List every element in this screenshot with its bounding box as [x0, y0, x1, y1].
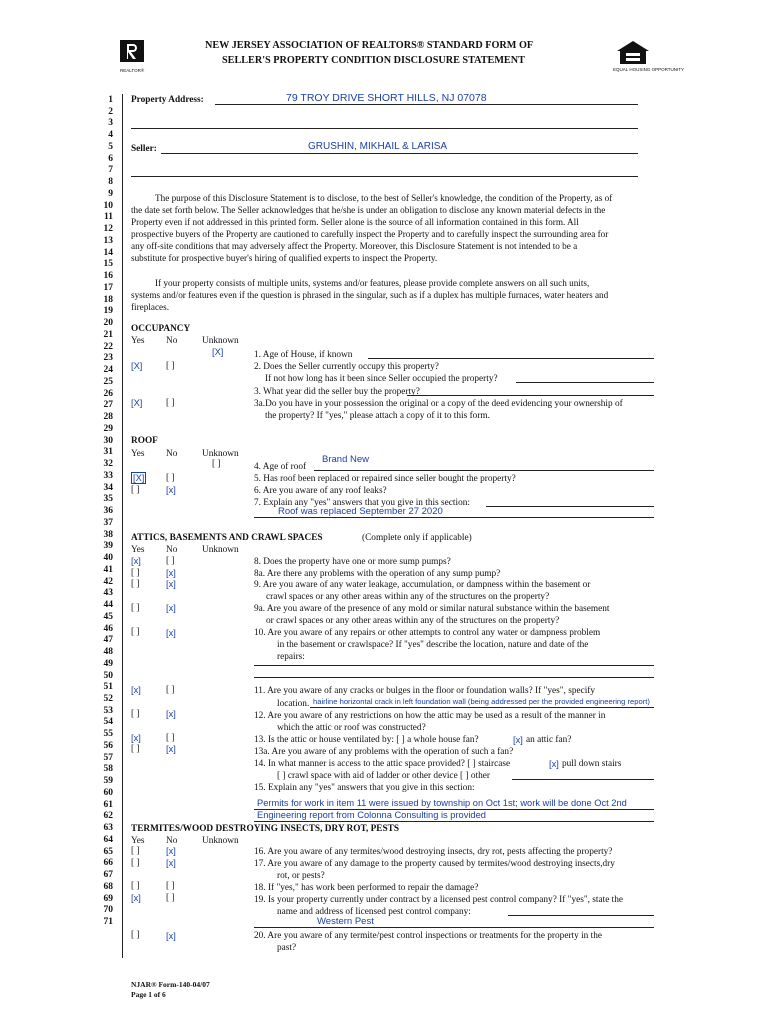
q19-no-checkbox[interactable]: [ ] — [166, 893, 175, 903]
purpose-line: prospective buyers of the Property are cautioned to carefully inspect the Property and to carefully inspect the surrounding area for — [131, 229, 609, 239]
line-number: 63 — [103, 823, 113, 834]
q4-text: 4. Age of roof — [254, 462, 307, 472]
col-yes: Yes — [131, 836, 145, 846]
q11-line — [310, 707, 654, 708]
q8-yes-checkbox[interactable]: [x] — [131, 556, 141, 566]
line-number: 28 — [103, 412, 113, 423]
col-no: No — [166, 545, 178, 555]
q14-other-line — [512, 779, 654, 780]
q8a-text: 8a. Are there any problems with the operation of any sump pump? — [254, 569, 501, 579]
line-number: 71 — [103, 917, 113, 928]
q9a-no-checkbox[interactable]: [x] — [166, 603, 176, 613]
line-number: 50 — [103, 670, 113, 681]
q10c-text: repairs: — [277, 652, 305, 662]
line-number: 25 — [103, 376, 113, 387]
line-number: 68 — [103, 881, 113, 892]
units-line: fireplaces. — [131, 302, 170, 312]
line-number: 21 — [103, 329, 113, 340]
q12-no-checkbox[interactable]: [x] — [166, 709, 176, 719]
form-title-line2: SELLER'S PROPERTY CONDITION DISCLOSURE STATEMENT — [222, 55, 525, 66]
purpose-line: any off-site conditions that may adversely affect the Property. Moreover, this Disclosure Statement is not intended to be a — [131, 241, 578, 251]
section-attics-note: (Complete only if applicable) — [362, 533, 472, 543]
q9-text: 9. Are you aware of any water leakage, accumulation, or dampness within the basement or — [254, 580, 591, 590]
q16-text: 16. Are you aware of any termites/wood destroying insects, dry rot, pests affecting the property? — [254, 847, 613, 857]
q14-pull-down-label: pull down stairs — [562, 759, 622, 769]
col-yes: Yes — [131, 545, 145, 555]
q9a-yes-checkbox[interactable]: [ ] — [131, 603, 140, 613]
q3-line — [407, 395, 654, 396]
q9b-text: crawl spaces or any other areas within any of the structures on the property? — [266, 592, 550, 602]
line-number: 43 — [103, 588, 113, 599]
footer-page-number: Page 1 of 6 — [131, 990, 166, 999]
line-number: 15 — [103, 259, 113, 270]
q10-no-checkbox[interactable]: [x] — [166, 628, 176, 638]
q7-line — [486, 506, 654, 507]
q6-text: 6. Are you aware of any roof leaks? — [254, 486, 387, 496]
q9a2-text: or crawl spaces or any other areas within any of the structures on the property? — [266, 616, 560, 626]
q13-text: 13. Is the attic or house ventilated by: [ ] a whole house fan? — [254, 735, 479, 745]
section-termites: TERMITES/WOOD DESTROYING INSECTS, DRY ROT, PESTS — [131, 824, 400, 834]
q6-yes-checkbox[interactable]: [ ] — [131, 485, 140, 495]
line-number: 14 — [103, 247, 113, 258]
purpose-paragraph — [131, 192, 612, 264]
pest-company-field[interactable]: Western Pest — [317, 916, 374, 927]
line-number: 8 — [108, 177, 113, 188]
line-number: 57 — [103, 752, 113, 763]
line-number: 29 — [103, 423, 113, 434]
line-number: 49 — [103, 658, 113, 669]
q2-yes-checkbox[interactable]: [X] — [131, 361, 143, 371]
q13-no-checkbox[interactable]: [ ] — [166, 733, 175, 743]
line-number: 61 — [103, 799, 113, 810]
q9-no-checkbox[interactable]: [x] — [166, 579, 176, 589]
line-number: 27 — [103, 400, 113, 411]
q3a-no-checkbox[interactable]: [ ] — [166, 398, 175, 408]
line-number: 56 — [103, 740, 113, 751]
col-unknown: Unknown — [202, 449, 239, 459]
section-attics: ATTICS, BASEMENTS AND CRAWL SPACES — [131, 533, 323, 543]
line-number: 20 — [103, 318, 113, 329]
q19-yes-checkbox[interactable]: [x] — [131, 893, 141, 903]
property-address-underline — [215, 104, 638, 105]
line-number: 9 — [108, 188, 113, 199]
q2-text: 2. Does the Seller currently occupy this property? — [254, 362, 439, 372]
line-number: 60 — [103, 787, 113, 798]
q9a-text: 9a. Are you aware of the presence of any mold or similar natural substance within the basement — [254, 604, 610, 614]
q20-yes-checkbox[interactable]: [ ] — [131, 930, 140, 940]
line-number: 51 — [103, 682, 113, 693]
col-yes: Yes — [131, 336, 145, 346]
q5-text: 5. Has roof been replaced or repaired since seller bought the property? — [254, 474, 516, 484]
line-number: 16 — [103, 271, 113, 282]
line-number: 62 — [103, 811, 113, 822]
q9-yes-checkbox[interactable]: [ ] — [131, 579, 140, 589]
section-occupancy: OCCUPANCY — [131, 324, 191, 334]
q12-text: 12. Are you aware of any restrictions on how the attic may be used as a result of the manner in — [254, 711, 606, 721]
line-number: 53 — [103, 705, 113, 716]
col-no: No — [166, 836, 178, 846]
q5-no-checkbox[interactable]: [ ] — [166, 473, 175, 483]
line-number: 70 — [103, 905, 113, 916]
q16-yes-checkbox[interactable]: [ ] — [131, 846, 140, 856]
line-number: 31 — [103, 447, 113, 458]
q1-text: 1. Age of House, if known — [254, 350, 353, 360]
line-number: 19 — [103, 306, 113, 317]
line-number: 35 — [103, 494, 113, 505]
line-number: 5 — [108, 141, 113, 152]
line-number: 64 — [103, 834, 113, 845]
line-number: 54 — [103, 717, 113, 728]
line-number: 52 — [103, 693, 113, 704]
q13a-no-checkbox[interactable]: [x] — [166, 744, 176, 754]
form-title-line1: NEW JERSEY ASSOCIATION OF REALTORS® STANDARD FORM OF — [205, 40, 534, 51]
q11-no-checkbox[interactable]: [ ] — [166, 685, 175, 695]
line-number: 11 — [104, 212, 113, 223]
q15-line2 — [254, 821, 654, 822]
q8-no-checkbox[interactable]: [ ] — [166, 556, 175, 566]
q13-attic-fan-label: an attic fan? — [526, 735, 572, 745]
footer-form-number: NJAR® Form-140-04/07 — [131, 980, 210, 989]
line-number: 36 — [103, 506, 113, 517]
line-number: 48 — [103, 647, 113, 657]
multiple-units-paragraph — [131, 277, 608, 313]
q11b-text: location. — [277, 699, 310, 709]
q14-text: 14. In what manner is access to the attic space provided? [ ] staircase — [254, 759, 511, 769]
q5-yes-checkbox[interactable]: [X] — [133, 473, 145, 483]
purpose-line: Property even if not addressed in this printed form. Seller alone is the source of all information contained in this form. All — [131, 217, 579, 227]
q10-text: 10. Are you aware of any repairs or other attempts to control any water or dampness problem — [254, 628, 601, 638]
q13-yes-checkbox[interactable]: [x] — [131, 733, 141, 743]
col-no: No — [166, 336, 178, 346]
line-number: 34 — [103, 482, 113, 493]
col-unknown: Unknown — [202, 545, 239, 555]
line-number: 2 — [108, 106, 113, 117]
q3-text: 3. What year did the seller buy the property? — [254, 387, 420, 397]
q7-text: 7. Explain any "yes" answers that you give in this section: — [254, 498, 470, 508]
purpose-line: The purpose of this Disclosure Statement is to disclose, to the best of Seller's knowledge, the condition of the Property, as of — [155, 193, 613, 203]
line-number: 59 — [103, 776, 113, 787]
q3a2-text: the property? If "yes," please attach a copy of it to this form. — [265, 411, 490, 421]
line-number: 37 — [103, 517, 113, 528]
line-number: 6 — [108, 153, 113, 164]
q8a-no-checkbox[interactable]: [x] — [166, 568, 176, 578]
q12b-text: which the attic or roof was constructed? — [277, 723, 426, 733]
line-number: 1 — [108, 95, 113, 105]
q10-line2 — [254, 677, 654, 678]
line-number: 41 — [103, 564, 113, 575]
q17b-text: rot, or pests? — [277, 871, 325, 881]
q7-line2 — [254, 517, 654, 518]
line-number: 66 — [103, 858, 113, 869]
line-number: 46 — [103, 623, 113, 634]
property-address-label: Property Address: — [131, 95, 204, 105]
line-number: 55 — [103, 729, 113, 740]
q19-text: 19. Is your property currently under contract by a licensed pest control company? If "yes", state the — [254, 895, 624, 905]
q12-yes-checkbox[interactable]: [ ] — [131, 709, 140, 719]
purpose-line: substitute for prospective buyer's hiring of qualified experts to inspect the Property. — [131, 253, 438, 263]
q10-line1 — [254, 665, 654, 666]
q13-attic-fan-checkbox[interactable]: [x] — [513, 735, 523, 745]
q13a-yes-checkbox[interactable]: [ ] — [131, 744, 140, 754]
seller-field[interactable]: GRUSHIN, MIKHAIL & LARISA — [308, 141, 448, 152]
line-number: 45 — [103, 611, 113, 622]
q20-text: 20. Are you aware of any termite/pest control inspections or treatments for the property in the — [254, 931, 603, 941]
units-line: systems and/or features even if the question is phrased in the singular, such as if a duplex has multiple furnaces, water heaters and — [131, 290, 609, 300]
line-number: 47 — [103, 635, 113, 646]
line-number: 24 — [103, 365, 113, 376]
q20-no-checkbox[interactable]: [x] — [166, 931, 176, 941]
seller-label: Seller: — [131, 144, 157, 154]
q3a-yes-checkbox[interactable]: [X] — [131, 398, 143, 408]
line-number: 7 — [108, 165, 113, 176]
q2b-line — [516, 382, 654, 383]
realtor-logo — [120, 40, 144, 68]
line-number: 23 — [103, 353, 113, 364]
line-number: 17 — [103, 282, 113, 293]
col-unknown: Unknown — [202, 836, 239, 846]
q11-text: 11. Are you aware of any cracks or bulges in the floor or foundation walls? If "yes", specify — [254, 686, 596, 696]
col-no: No — [166, 449, 178, 459]
q1-unknown-checkbox[interactable]: [X] — [212, 347, 224, 357]
crack-location-field[interactable]: hairline horizontal crack in left foundation wall (being addressed per the provided engineering report) — [313, 697, 650, 706]
q10b-text: in the basement or crawlspace? If "yes" describe the location, nature and date of the — [277, 640, 589, 650]
line-number-divider — [122, 94, 123, 958]
realtor-caption: REALTOR® — [120, 68, 145, 73]
q11-yes-checkbox[interactable]: [x] — [131, 685, 141, 695]
q18-text: 18. If "yes," has work been performed to repair the damage? — [254, 883, 479, 893]
q19-line2 — [254, 927, 654, 928]
q4-line — [314, 470, 654, 471]
line-number: 38 — [103, 529, 113, 540]
line-number: 39 — [103, 541, 113, 552]
q17-yes-checkbox[interactable]: [ ] — [131, 858, 140, 868]
roof-age-field[interactable]: Brand New — [322, 454, 369, 465]
property-address-field[interactable]: 79 TROY DRIVE SHORT HILLS, NJ 07078 — [286, 92, 487, 104]
q16-no-checkbox[interactable]: [x] — [166, 846, 176, 856]
line-number: 42 — [103, 576, 113, 587]
col-yes: Yes — [131, 449, 145, 459]
q2-no-checkbox[interactable]: [ ] — [166, 361, 175, 371]
line-number: 33 — [103, 470, 113, 481]
q1-line — [368, 358, 654, 359]
property-address-line2 — [131, 128, 638, 129]
q15-text: 15. Explain any "yes" answers that you give in this section: — [254, 783, 475, 793]
seller-underline — [161, 153, 638, 154]
line-number: 40 — [103, 553, 113, 564]
q13a-text: 13a. Are you aware of any problems with the operation of such a fan? — [254, 747, 514, 757]
line-number: 30 — [103, 435, 113, 446]
explain-15-line2[interactable]: Engineering report from Colonna Consulting is provided — [257, 810, 486, 820]
line-number: 58 — [103, 764, 113, 775]
q18-no-checkbox[interactable]: [ ] — [166, 881, 175, 891]
equal-housing-caption: EQUAL HOUSING OPPORTUNITY — [613, 67, 685, 72]
q17-text: 17. Are you aware of any damage to the property caused by termites/wood destroying insects,dry — [254, 859, 615, 869]
line-number: 12 — [103, 224, 113, 235]
seller-line2 — [131, 176, 638, 177]
q2b-text: If not how long has it been since Seller occupied the property? — [265, 374, 498, 384]
q3a-text: 3a.Do you have in your possession the original or a copy of the deed evidencing your ownership of — [254, 399, 623, 409]
line-number: 65 — [103, 846, 113, 857]
units-line: If your property consists of multiple units, systems and/or features, please provide complete answers on all such units, — [155, 278, 590, 288]
line-number: 26 — [103, 388, 113, 399]
q19-line1 — [508, 915, 654, 916]
roof-explain-field[interactable]: Roof was replaced September 27 2020 — [278, 506, 443, 517]
line-number: 10 — [103, 200, 113, 211]
q17-no-checkbox[interactable]: [x] — [166, 858, 176, 868]
section-roof: ROOF — [131, 436, 158, 446]
line-number: 32 — [103, 459, 113, 470]
q19b-text: name and address of licensed pest control company: — [277, 907, 471, 917]
q18-yes-checkbox[interactable]: [ ] — [131, 881, 140, 891]
q8a-yes-checkbox[interactable]: [ ] — [131, 568, 140, 578]
line-number: 3 — [108, 118, 113, 129]
explain-15-line1[interactable]: Permits for work in item 11 were issued by township on Oct 1st; work will be done Oct 2nd — [257, 798, 627, 808]
line-number: 69 — [103, 893, 113, 904]
q20b-text: past? — [277, 943, 297, 953]
q8-text: 8. Does the property have one or more sump pumps? — [254, 557, 451, 567]
line-number: 22 — [103, 341, 113, 352]
q4-unknown-checkbox[interactable]: [ ] — [212, 459, 221, 469]
line-number: 44 — [103, 600, 113, 611]
q14-pull-down-checkbox[interactable]: [x] — [549, 759, 559, 769]
line-number: 18 — [103, 294, 113, 305]
line-number: 4 — [108, 130, 113, 141]
q10-yes-checkbox[interactable]: [ ] — [131, 627, 140, 637]
line-number: 67 — [103, 870, 113, 881]
col-unknown: Unknown — [202, 336, 239, 346]
q6-no-checkbox[interactable]: [x] — [166, 485, 176, 495]
line-number: 13 — [103, 235, 113, 246]
q14b-text: [ ] crawl space with aid of ladder or other device [ ] other — [277, 771, 490, 781]
purpose-line: the date set forth below. The Seller acknowledges that he/she is under an obligation to disclose any known material defects in the — [131, 205, 606, 215]
